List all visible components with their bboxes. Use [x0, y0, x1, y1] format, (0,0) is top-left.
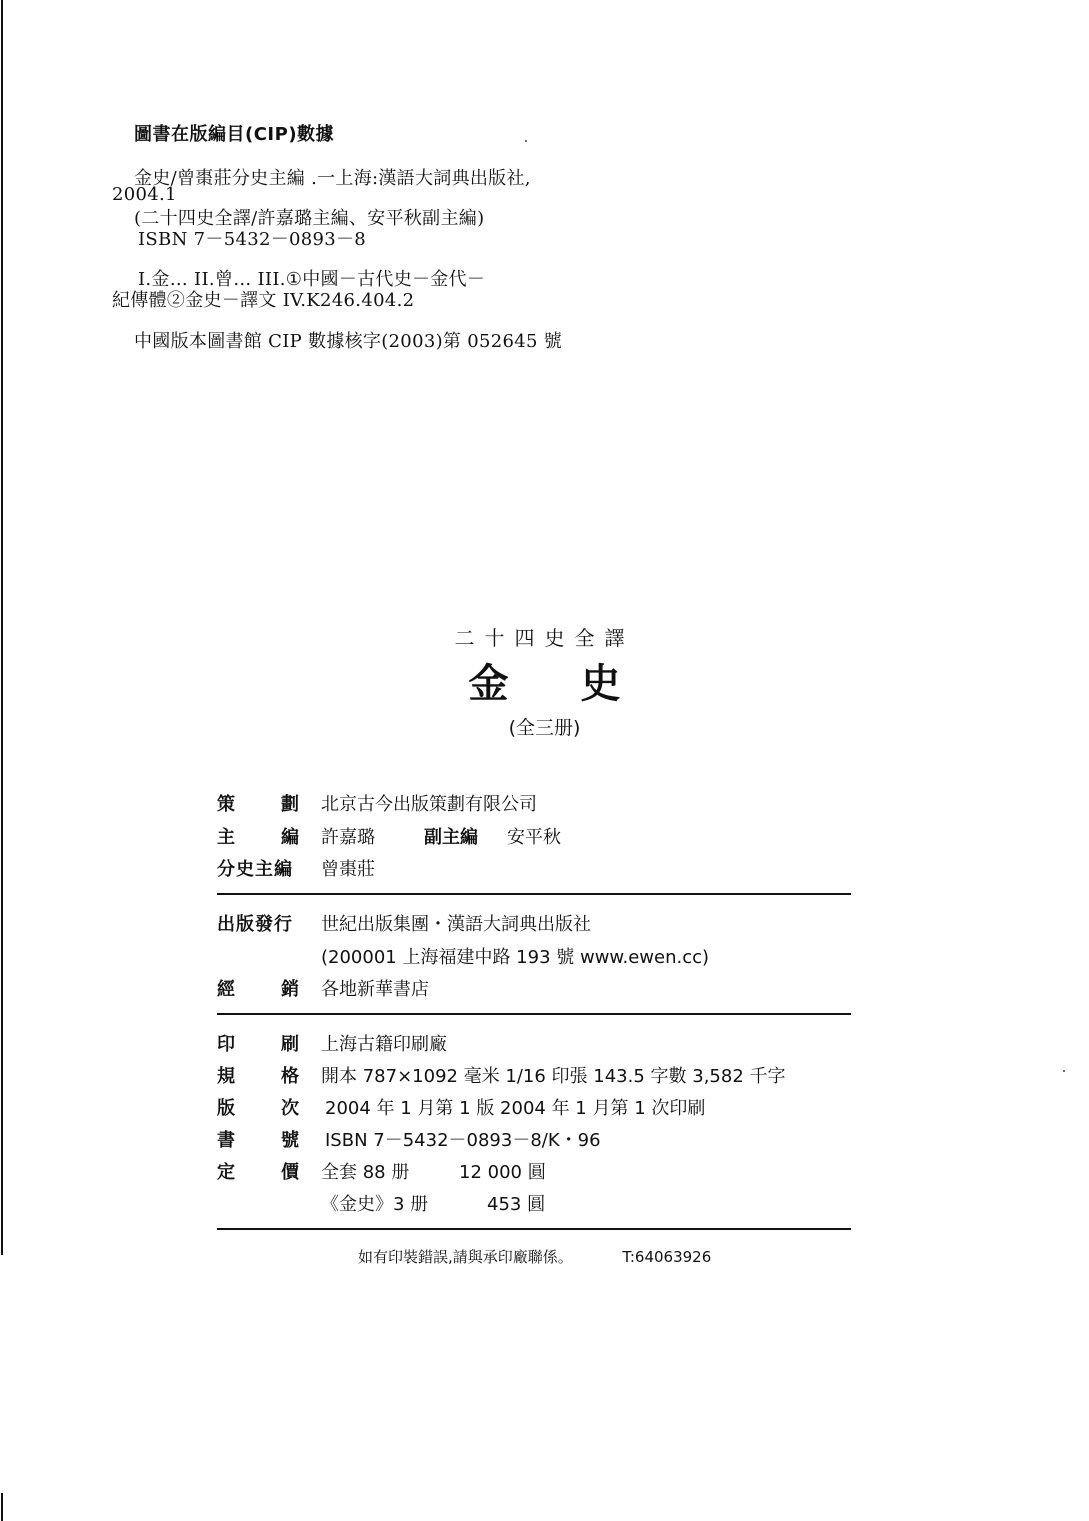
deputy-editor-label: 副主編 [424, 827, 478, 848]
cip-line: ISBN 7－5432－0893－8 [138, 229, 367, 250]
scan-speck [1063, 1070, 1065, 1072]
format-label: 規 格 [217, 1066, 299, 1087]
publisher-address: (200001 上海福建中路 193 號 www.ewen.cc) [321, 947, 710, 968]
printer-label: 印 刷 [217, 1034, 299, 1055]
cip-line: I.金… II.曾… III.①中國－古代史－金代－ [138, 269, 486, 290]
printer-value: 上海古籍印刷廠 [321, 1034, 447, 1055]
publisher-value: 世紀出版集團・漢語大詞典出版社 [321, 914, 591, 935]
distribution-label: 經 銷 [217, 979, 299, 1000]
edition-value: 2004 年 1 月第 1 版 2004 年 1 月第 1 次印刷 [325, 1098, 706, 1119]
editor-label: 主 編 [217, 827, 299, 848]
cip-line: 中國版本圖書館 CIP 數據核字(2003)第 052645 號 [134, 331, 563, 352]
publisher-label: 出版發行 [217, 914, 293, 935]
footer-notice [358, 1246, 711, 1267]
isbn-value: ISBN 7－5432－0893－8/K・96 [325, 1130, 601, 1151]
series-name: 二十四史全譯 [454, 626, 635, 650]
sub-editor-label: 分史主編 [217, 859, 293, 880]
edition-label: 版 次 [217, 1098, 299, 1119]
cip-line: 2004.1 [112, 184, 177, 205]
planning-value: 北京古今出版策劃有限公司 [321, 794, 537, 815]
cip-title: 圖書在版編目(CIP)數據 [134, 124, 335, 145]
cip-line: 金史/曾棗莊分史主編 .一上海:漢語大詞典出版社, [134, 168, 531, 189]
distribution-value: 各地新華書店 [321, 979, 429, 1000]
single-price: 453 圓 [487, 1194, 546, 1215]
misprint-notice: 如有印裝錯誤,請與承印廠聯係。 [358, 1248, 573, 1266]
set-price: 12 000 圓 [459, 1162, 546, 1183]
isbn-label: 書 號 [217, 1130, 299, 1151]
cip-line: 紀傳體②金史－譯文 IV.K246.404.2 [112, 290, 415, 311]
phone-number: T:64063926 [622, 1248, 712, 1266]
single-quantity: 《金史》3 册 [321, 1194, 429, 1215]
page-edge-mark [1, 1493, 3, 1521]
editor-value: 許嘉璐 [321, 827, 375, 848]
format-value: 開本 787×1092 毫米 1/16 印張 143.5 字數 3,582 千字 [321, 1066, 786, 1087]
book-title: 金史 [468, 660, 693, 707]
sub-editor-value: 曾棗莊 [321, 859, 375, 880]
price-label: 定 價 [217, 1162, 299, 1183]
cip-line: (二十四史全譯/許嘉璐主編、安平秋副主編) [134, 208, 485, 229]
planning-label: 策 劃 [217, 794, 299, 815]
divider [217, 893, 851, 895]
scan-speck [525, 140, 527, 142]
volume-count: (全三册) [508, 717, 581, 739]
divider [217, 1013, 851, 1015]
divider [217, 1228, 851, 1230]
set-quantity: 全套 88 册 [321, 1162, 410, 1183]
deputy-editor-value: 安平秋 [507, 827, 561, 848]
